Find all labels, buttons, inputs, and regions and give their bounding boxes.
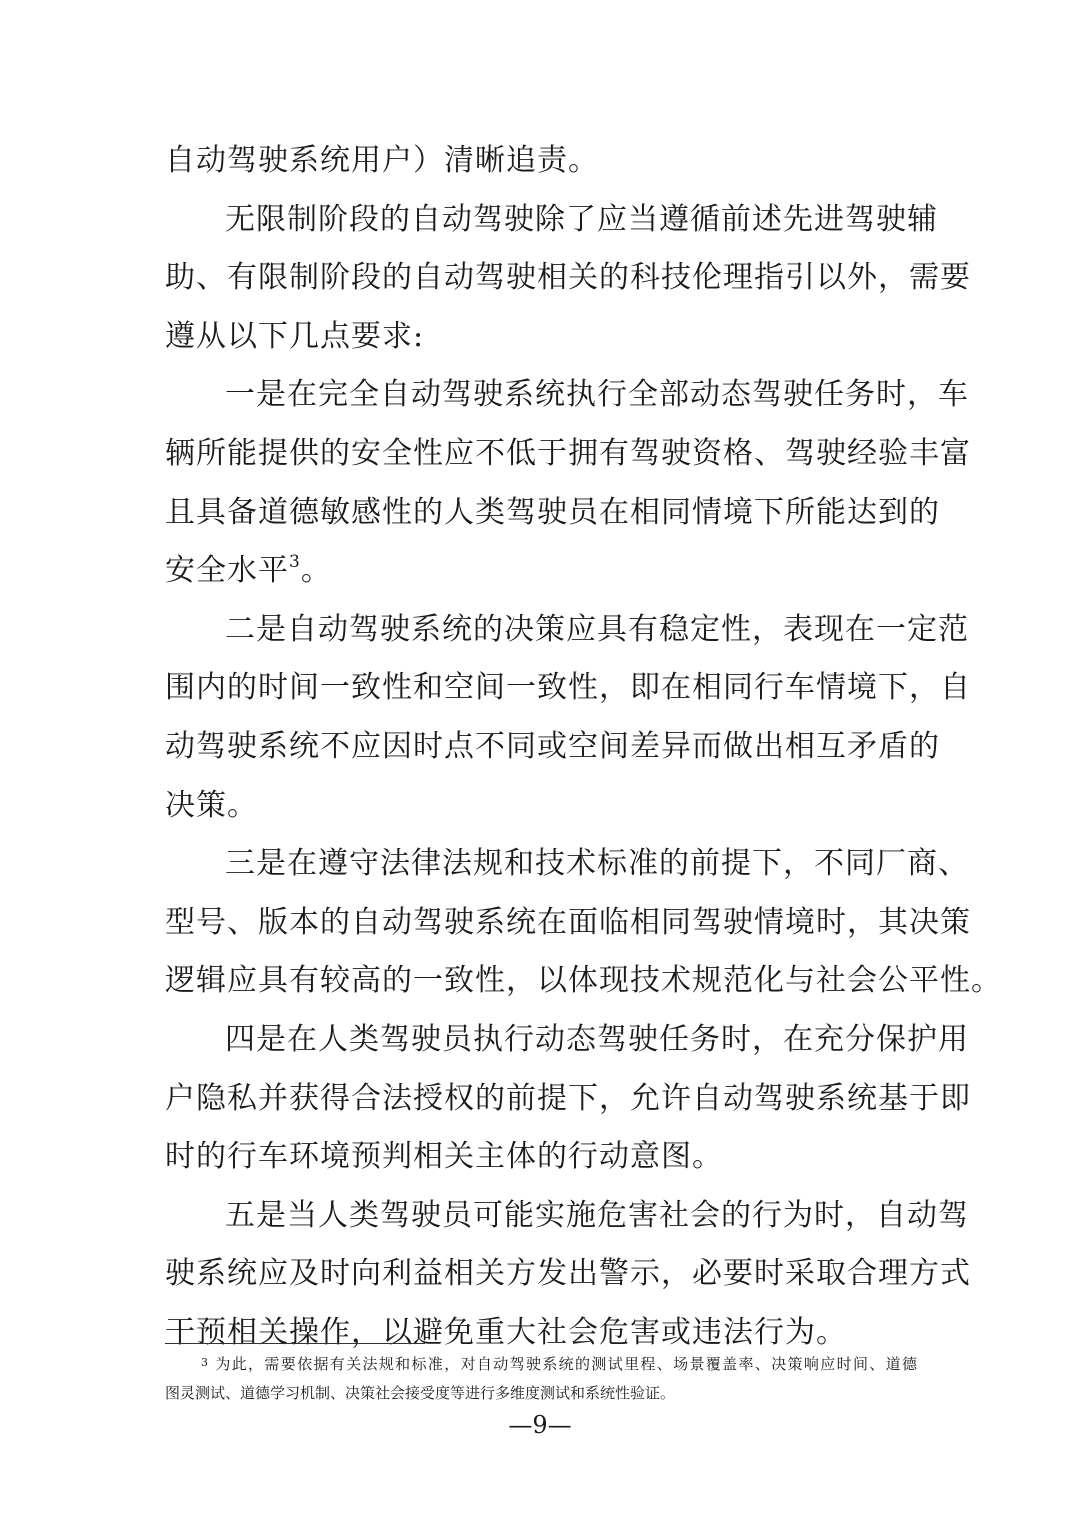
page-number: —9— <box>508 1411 572 1439</box>
text-line: 安全水平$^3$。 <box>165 552 332 589</box>
text-line: 无限制阶段的自动驾驶除了应当遵循前述先进驾驶辅 <box>225 201 938 237</box>
text-line: 围内的时间一致性和空间一致性，即在相同行车情境下，自 <box>165 670 971 706</box>
footnote-divider <box>165 1343 425 1344</box>
text-line: 户隐私并获得合法授权的前提下，允许自动驾驶系统基于即 <box>165 1080 971 1116</box>
text-line: 型号、版本的自动驾驶系统在面临相同驾驶情境时，其决策 <box>165 904 971 940</box>
footnote-line: $^3$ 为此，需要依据有关法规和标准，对自动驾驶系统的测试里程、场景覆盖率、决策响应时间、道德 <box>201 1355 917 1373</box>
text-line: 三是在遵守法律法规和技术标准的前提下，不同厂商、 <box>225 846 969 882</box>
text-line: 助、有限制阶段的自动驾驶相关的科技伦理指引以外，需要 <box>165 260 971 296</box>
text-line: 驶系统应及时向利益相关方发出警示，必要时采取合理方式 <box>165 1256 971 1292</box>
text-line: 四是在人类驾驶员执行动态驾驶任务时，在充分保护用 <box>225 1021 969 1057</box>
text-line: 五是当人类驾驶员可能实施危害社会的行为时，自动驾 <box>225 1197 969 1233</box>
text-line: 动驾驶系统不应因时点不同或空间差异而做出相互矛盾的 <box>165 728 940 764</box>
text-line: 一是在完全自动驾驶系统执行全部动态驾驶任务时，车 <box>225 377 969 413</box>
text-line: 时的行车环境预判相关主体的行动意图。 <box>165 1139 723 1175</box>
body-text <box>165 132 1002 1362</box>
footnote-mark: 3 <box>201 1356 208 1369</box>
text-line: 且具备道德敏感性的人类驾驶员在相同情境下所能达到的 <box>165 494 940 530</box>
footnote <box>165 1350 917 1408</box>
text-line: 逻辑应具有较高的一致性，以体现技术规范化与社会公平性。 <box>165 963 1002 999</box>
text-line: 二是自动驾驶系统的决策应具有稳定性，表现在一定范 <box>225 611 969 647</box>
footnote-reference[interactable]: 3 <box>289 552 301 573</box>
text-line: 遵从以下几点要求: <box>165 318 425 354</box>
text-line: 辆所能提供的安全性应不低于拥有驾驶资格、驾驶经验丰富 <box>165 435 971 471</box>
footnote-line: 图灵测试、道德学习机制、决策社会接受度等进行多维度测试和系统性验证。 <box>165 1384 676 1402</box>
text-line: 自动驾驶系统用户）清晰追责。 <box>165 143 599 178</box>
text-line: 决策。 <box>165 787 258 823</box>
text-line: 干预相关操作，以避免重大社会危害或违法行为。 <box>165 1314 847 1350</box>
